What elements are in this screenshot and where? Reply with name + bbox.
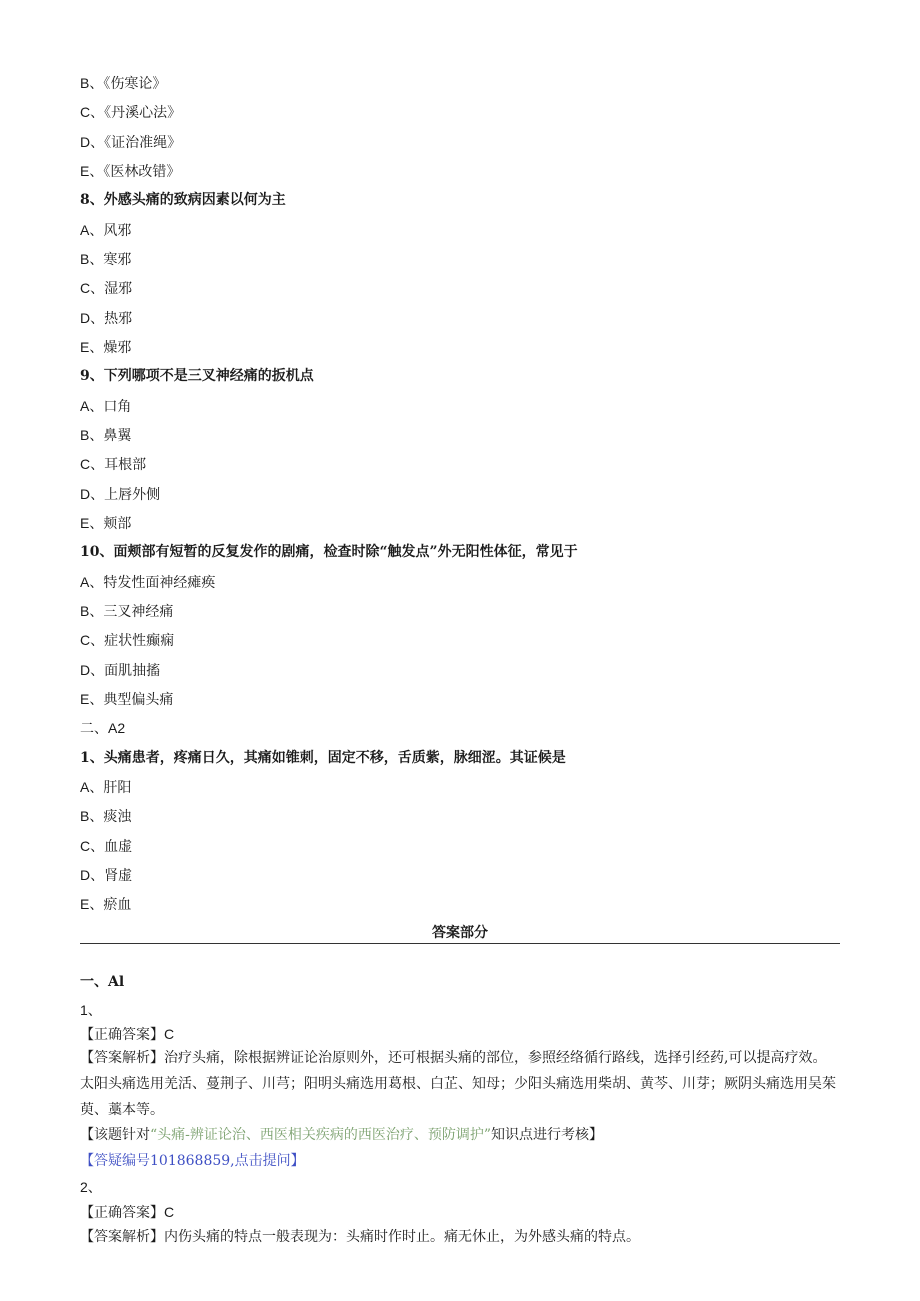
section-prefix: 二、	[80, 721, 108, 737]
section-heading-a2	[80, 719, 125, 738]
option-d	[80, 133, 181, 152]
option-letter: C、	[80, 456, 105, 472]
option-c	[80, 279, 132, 298]
option-text: 《伤寒论》	[103, 76, 167, 92]
section-label: A2	[108, 720, 126, 736]
option-b	[80, 426, 131, 445]
option-c	[80, 103, 181, 122]
option-letter: E、	[80, 515, 104, 531]
correct-answer	[80, 1203, 174, 1222]
option-text: 症状性癫痫	[104, 633, 175, 649]
option-text: 肝阳	[103, 780, 132, 796]
option-b	[80, 602, 173, 621]
option-letter: C、	[80, 280, 105, 296]
option-text: 面肌抽搐	[104, 663, 161, 679]
option-a	[80, 221, 131, 240]
option-letter: E、	[80, 691, 104, 707]
topic-text: “头痛-辨证论治、西医相关疾病的西医治疗、预防调护”	[150, 1127, 492, 1143]
analysis-text: 内伤头痛的特点一般表现为：头痛时作时止。痛无休止，为外感头痛的特点。	[164, 1229, 640, 1245]
correct-answer-value: C	[164, 1204, 175, 1220]
option-text: 特发性面神经瘫痪	[103, 575, 216, 591]
option-letter: B、	[80, 75, 104, 91]
option-text: 《证治准绳》	[104, 135, 182, 151]
option-text: 瘀血	[103, 897, 132, 913]
option-text: 痰浊	[103, 809, 132, 825]
option-letter: B、	[80, 251, 104, 267]
option-text: 典型偏头痛	[103, 692, 174, 708]
option-letter: C、	[80, 632, 105, 648]
option-letter: C、	[80, 838, 105, 854]
option-b	[80, 250, 131, 269]
question-8-stem: 8、外感头痛的致病因素以何为主	[80, 192, 286, 208]
correct-answer	[80, 1025, 174, 1044]
answer-divider	[80, 924, 840, 944]
answer-section-heading: 一、Al	[80, 974, 125, 990]
option-letter: A、	[80, 398, 104, 414]
option-c	[80, 837, 132, 856]
option-d	[80, 485, 160, 504]
option-text: 燥邪	[103, 340, 132, 356]
option-text: 三叉神经痛	[103, 604, 174, 620]
answer-analysis	[80, 1228, 640, 1246]
option-e	[80, 690, 173, 709]
a2-question-1-stem: 1、头痛患者，疼痛日久，其痛如锥刺，固定不移，舌质紫，脉细涩。其证候是	[80, 750, 566, 766]
question-link[interactable]: 【答疑编号101868859,点击提问】	[80, 1153, 305, 1169]
option-letter: D、	[80, 486, 105, 502]
analysis-label: 【答案解析】	[80, 1050, 164, 1066]
correct-answer-label: 【正确答案】	[80, 1027, 164, 1043]
option-c	[80, 631, 174, 650]
option-text: 《丹溪心法》	[104, 105, 182, 121]
option-text: 口角	[103, 399, 132, 415]
option-text: 血虚	[104, 839, 133, 855]
option-b	[80, 74, 166, 93]
option-letter: A、	[80, 574, 104, 590]
option-letter: E、	[80, 339, 104, 355]
option-text: 颊部	[103, 516, 132, 532]
option-letter: B、	[80, 808, 104, 824]
option-e	[80, 162, 180, 181]
option-c	[80, 455, 146, 474]
answer-number: 1、	[80, 1002, 102, 1018]
option-text: 鼻翼	[103, 428, 132, 444]
divider-rule	[80, 943, 840, 944]
option-letter: A、	[80, 222, 104, 238]
analysis-label: 【答案解析】	[80, 1229, 164, 1245]
option-a	[80, 573, 215, 592]
option-text: 耳根部	[104, 457, 147, 473]
answer-number: 2、	[80, 1179, 102, 1195]
question-10-stem: 10、面颊部有短暂的反复发作的剧痛，检查时除“触发点”外无阳性体征，常见于	[80, 544, 578, 560]
option-text: 风邪	[103, 223, 132, 239]
option-d	[80, 866, 132, 885]
option-letter: B、	[80, 603, 104, 619]
option-e	[80, 895, 131, 914]
topic-prefix: 【该题针对	[80, 1127, 150, 1143]
option-letter: D、	[80, 310, 105, 326]
option-a	[80, 397, 131, 416]
option-text: 热邪	[104, 311, 133, 327]
topic-note	[80, 1126, 603, 1144]
analysis-text: 治疗头痛，除根据辨证论治原则外，还可根据头痛的部位，参照经络循行路线，选择引经药,可以提高疗效。太阳头痛选用羌活、蔓荆子、川芎；阳明头痛选用葛根、白芷、知母；少阳头痛选用柴胡、黄芩、川芽；厥阴头痛选用吴茱萸、藁本等。	[80, 1050, 836, 1118]
option-letter: D、	[80, 134, 105, 150]
option-d	[80, 661, 160, 680]
option-text: 肾虚	[104, 868, 133, 884]
option-d	[80, 309, 132, 328]
option-letter: A、	[80, 779, 104, 795]
option-letter: E、	[80, 163, 104, 179]
option-text: 《医林改错》	[103, 164, 181, 180]
question-9-stem: 9、下列哪项不是三叉神经痛的扳机点	[80, 368, 314, 384]
option-letter: E、	[80, 896, 104, 912]
option-b	[80, 807, 131, 826]
option-text: 寒邪	[103, 252, 132, 268]
answer-section-title: 答案部分	[432, 925, 488, 941]
option-letter: B、	[80, 427, 104, 443]
option-letter: D、	[80, 662, 105, 678]
option-a	[80, 778, 131, 797]
option-e	[80, 514, 131, 533]
option-e	[80, 338, 131, 357]
option-text: 湿邪	[104, 281, 133, 297]
answer-analysis	[80, 1045, 840, 1123]
correct-answer-label: 【正确答案】	[80, 1205, 164, 1221]
topic-suffix: 知识点进行考核】	[491, 1127, 604, 1143]
correct-answer-value: C	[164, 1026, 175, 1042]
option-letter: D、	[80, 867, 105, 883]
option-text: 上唇外侧	[104, 487, 161, 503]
option-letter: C、	[80, 104, 105, 120]
